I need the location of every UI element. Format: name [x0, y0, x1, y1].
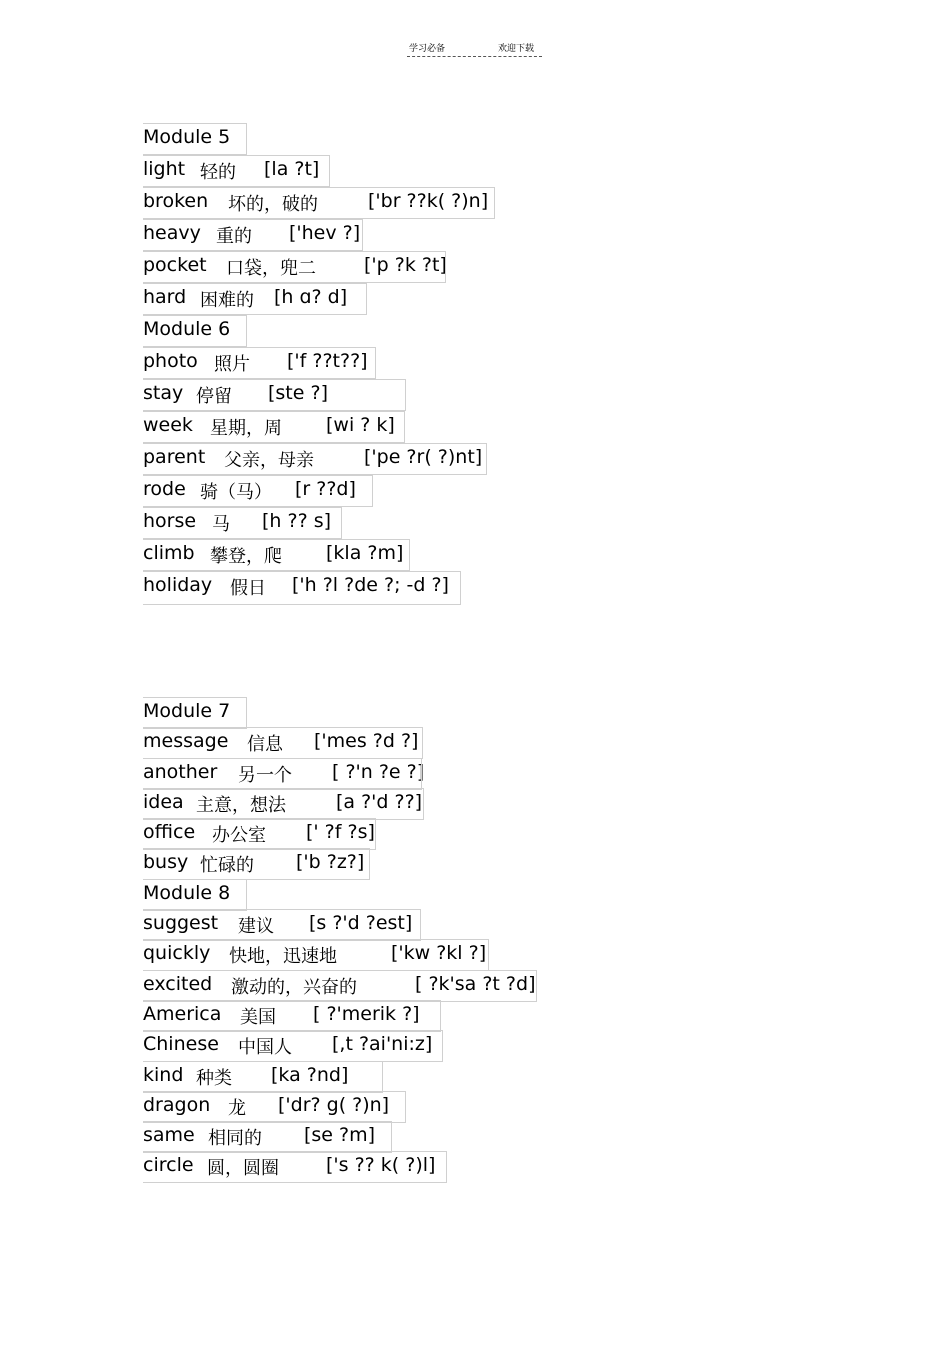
phonetic: [a ?'d ??] — [336, 790, 423, 813]
phonetic: [ste ?] — [268, 382, 328, 404]
chinese-meaning: 坏的，破的 — [228, 194, 318, 215]
phonetic: ['s ?? k( ?)l] — [326, 1154, 436, 1177]
phonetic: ['mes ?d ?] — [314, 730, 419, 753]
cell-border — [143, 475, 373, 507]
english-word: another — [143, 760, 218, 783]
chinese-meaning: 相同的 — [208, 1128, 262, 1150]
page-header — [407, 39, 542, 57]
cell-border — [143, 283, 367, 315]
english-word: message — [143, 730, 229, 753]
english-word: America — [143, 1002, 222, 1025]
chinese-meaning: 口袋，兜二 — [226, 258, 316, 279]
english-word: week — [143, 414, 193, 436]
phonetic: ['kw ?kl ?] — [391, 942, 487, 965]
cell-border — [143, 909, 421, 941]
chinese-meaning: 马 — [212, 514, 230, 535]
english-word: dragon — [143, 1093, 211, 1116]
english-word: light — [143, 158, 186, 180]
phonetic: ['hev ?] — [289, 222, 361, 244]
cell-border — [143, 123, 247, 155]
chinese-meaning: 主意，想法 — [196, 794, 286, 816]
cell-border — [143, 879, 247, 911]
phonetic: ['p ?k ?t] — [364, 254, 447, 276]
phonetic: [ ?k'sa ?t ?d] — [415, 972, 536, 995]
phonetic: [' ?f ?s] — [306, 821, 375, 844]
cell-border — [143, 1151, 447, 1183]
english-word: pocket — [143, 254, 207, 276]
cell-border — [143, 347, 376, 379]
phonetic: [ka ?nd] — [271, 1063, 349, 1086]
chinese-meaning: 中国人 — [238, 1037, 292, 1059]
english-word: excited — [143, 972, 213, 995]
header-left-text: 学习必备 — [409, 44, 446, 54]
phonetic: ['dr? g( ?)n] — [278, 1093, 390, 1116]
chinese-meaning: 信息 — [247, 734, 283, 756]
cell-border — [143, 970, 537, 1002]
phonetic: [h ?? s] — [262, 510, 332, 532]
cell-border — [143, 507, 342, 539]
chinese-meaning: 激动的，兴奋的 — [231, 976, 357, 998]
chinese-meaning: 星期，周 — [210, 418, 282, 439]
cell-border — [143, 539, 410, 571]
chinese-meaning: 攀登，爬 — [210, 546, 282, 567]
cell-border — [143, 251, 446, 283]
cell-border — [143, 818, 376, 850]
cell-border — [143, 155, 330, 187]
english-word: heavy — [143, 222, 201, 244]
chinese-meaning: 假日 — [230, 578, 266, 599]
phonetic: ['b ?z?] — [296, 851, 365, 874]
chinese-meaning: 另一个 — [238, 764, 292, 786]
phonetic: [ ?'merik ?] — [313, 1002, 420, 1025]
cell-border — [143, 443, 487, 475]
cell-border — [143, 411, 405, 443]
cell-border — [143, 1030, 443, 1062]
english-word: idea — [143, 790, 184, 813]
chinese-meaning: 种类 — [196, 1067, 232, 1089]
phonetic: [se ?m] — [304, 1124, 376, 1147]
chinese-meaning: 龙 — [228, 1097, 246, 1119]
phonetic: [kla ?m] — [326, 542, 404, 564]
english-word: photo — [143, 350, 198, 372]
phonetic: [wi ? k] — [326, 414, 395, 436]
cell-border — [143, 1121, 392, 1153]
cell-border — [143, 727, 423, 759]
chinese-meaning: 圆，圆圈 — [207, 1158, 279, 1180]
english-word: circle — [143, 1154, 194, 1177]
chinese-meaning: 照片 — [214, 354, 250, 375]
cell-border — [143, 315, 247, 347]
phonetic: ['br ??k( ?)n] — [368, 190, 489, 212]
chinese-meaning: 轻的 — [200, 162, 236, 183]
cell-border — [143, 1000, 441, 1032]
english-word: Module 8 — [143, 881, 231, 904]
english-word: Module 7 — [143, 700, 231, 722]
chinese-meaning: 建议 — [238, 916, 274, 938]
english-word: office — [143, 821, 196, 844]
cell-border — [143, 187, 495, 219]
phonetic: [h ɑ? d] — [274, 286, 348, 308]
cell-border — [143, 939, 489, 971]
english-word: horse — [143, 510, 197, 532]
chinese-meaning: 忙碌的 — [200, 855, 254, 877]
phonetic: ['pe ?r( ?)nt] — [364, 446, 483, 468]
chinese-meaning: 办公室 — [212, 825, 266, 847]
chinese-meaning: 美国 — [240, 1006, 276, 1028]
phonetic: [s ?'d ?est] — [309, 912, 413, 935]
phonetic: [r ??d] — [295, 478, 356, 500]
cell-border — [143, 697, 247, 729]
english-word: broken — [143, 190, 209, 212]
cell-border — [143, 219, 363, 251]
phonetic: [,t ?ai'ni:z] — [332, 1033, 433, 1056]
english-word: busy — [143, 851, 189, 874]
english-word: parent — [143, 446, 206, 468]
english-word: rode — [143, 478, 186, 500]
phonetic: [ ?'n ?e ?] — [332, 760, 425, 783]
english-word: holiday — [143, 574, 213, 596]
cell-border — [143, 758, 425, 790]
cell-border — [143, 848, 370, 880]
english-word: same — [143, 1124, 195, 1147]
chinese-meaning: 困难的 — [200, 290, 254, 311]
english-word: quickly — [143, 942, 211, 965]
english-word: stay — [143, 382, 184, 404]
cell-border — [143, 788, 424, 820]
cell-border — [143, 1091, 406, 1123]
chinese-meaning: 快地，迅速地 — [229, 946, 337, 968]
english-word: Module 6 — [143, 318, 231, 340]
english-word: Module 5 — [143, 126, 231, 148]
english-word: suggest — [143, 912, 219, 935]
header-right-text: 欢迎下载 — [498, 44, 535, 54]
chinese-meaning: 父亲，母亲 — [224, 450, 314, 471]
english-word: hard — [143, 286, 187, 308]
phonetic: ['f ??t??] — [287, 350, 368, 372]
cell-border — [143, 1061, 383, 1093]
cell-border — [143, 571, 461, 605]
phonetic: [la ?t] — [264, 158, 320, 180]
english-word: kind — [143, 1063, 184, 1086]
english-word: Chinese — [143, 1033, 219, 1056]
chinese-meaning: 重的 — [216, 226, 252, 247]
english-word: climb — [143, 542, 195, 564]
chinese-meaning: 停留 — [196, 386, 232, 407]
phonetic: ['h ?l ?de ?; -d ?] — [292, 574, 449, 596]
cell-border — [143, 379, 406, 411]
chinese-meaning: 骑（马） — [200, 482, 272, 503]
